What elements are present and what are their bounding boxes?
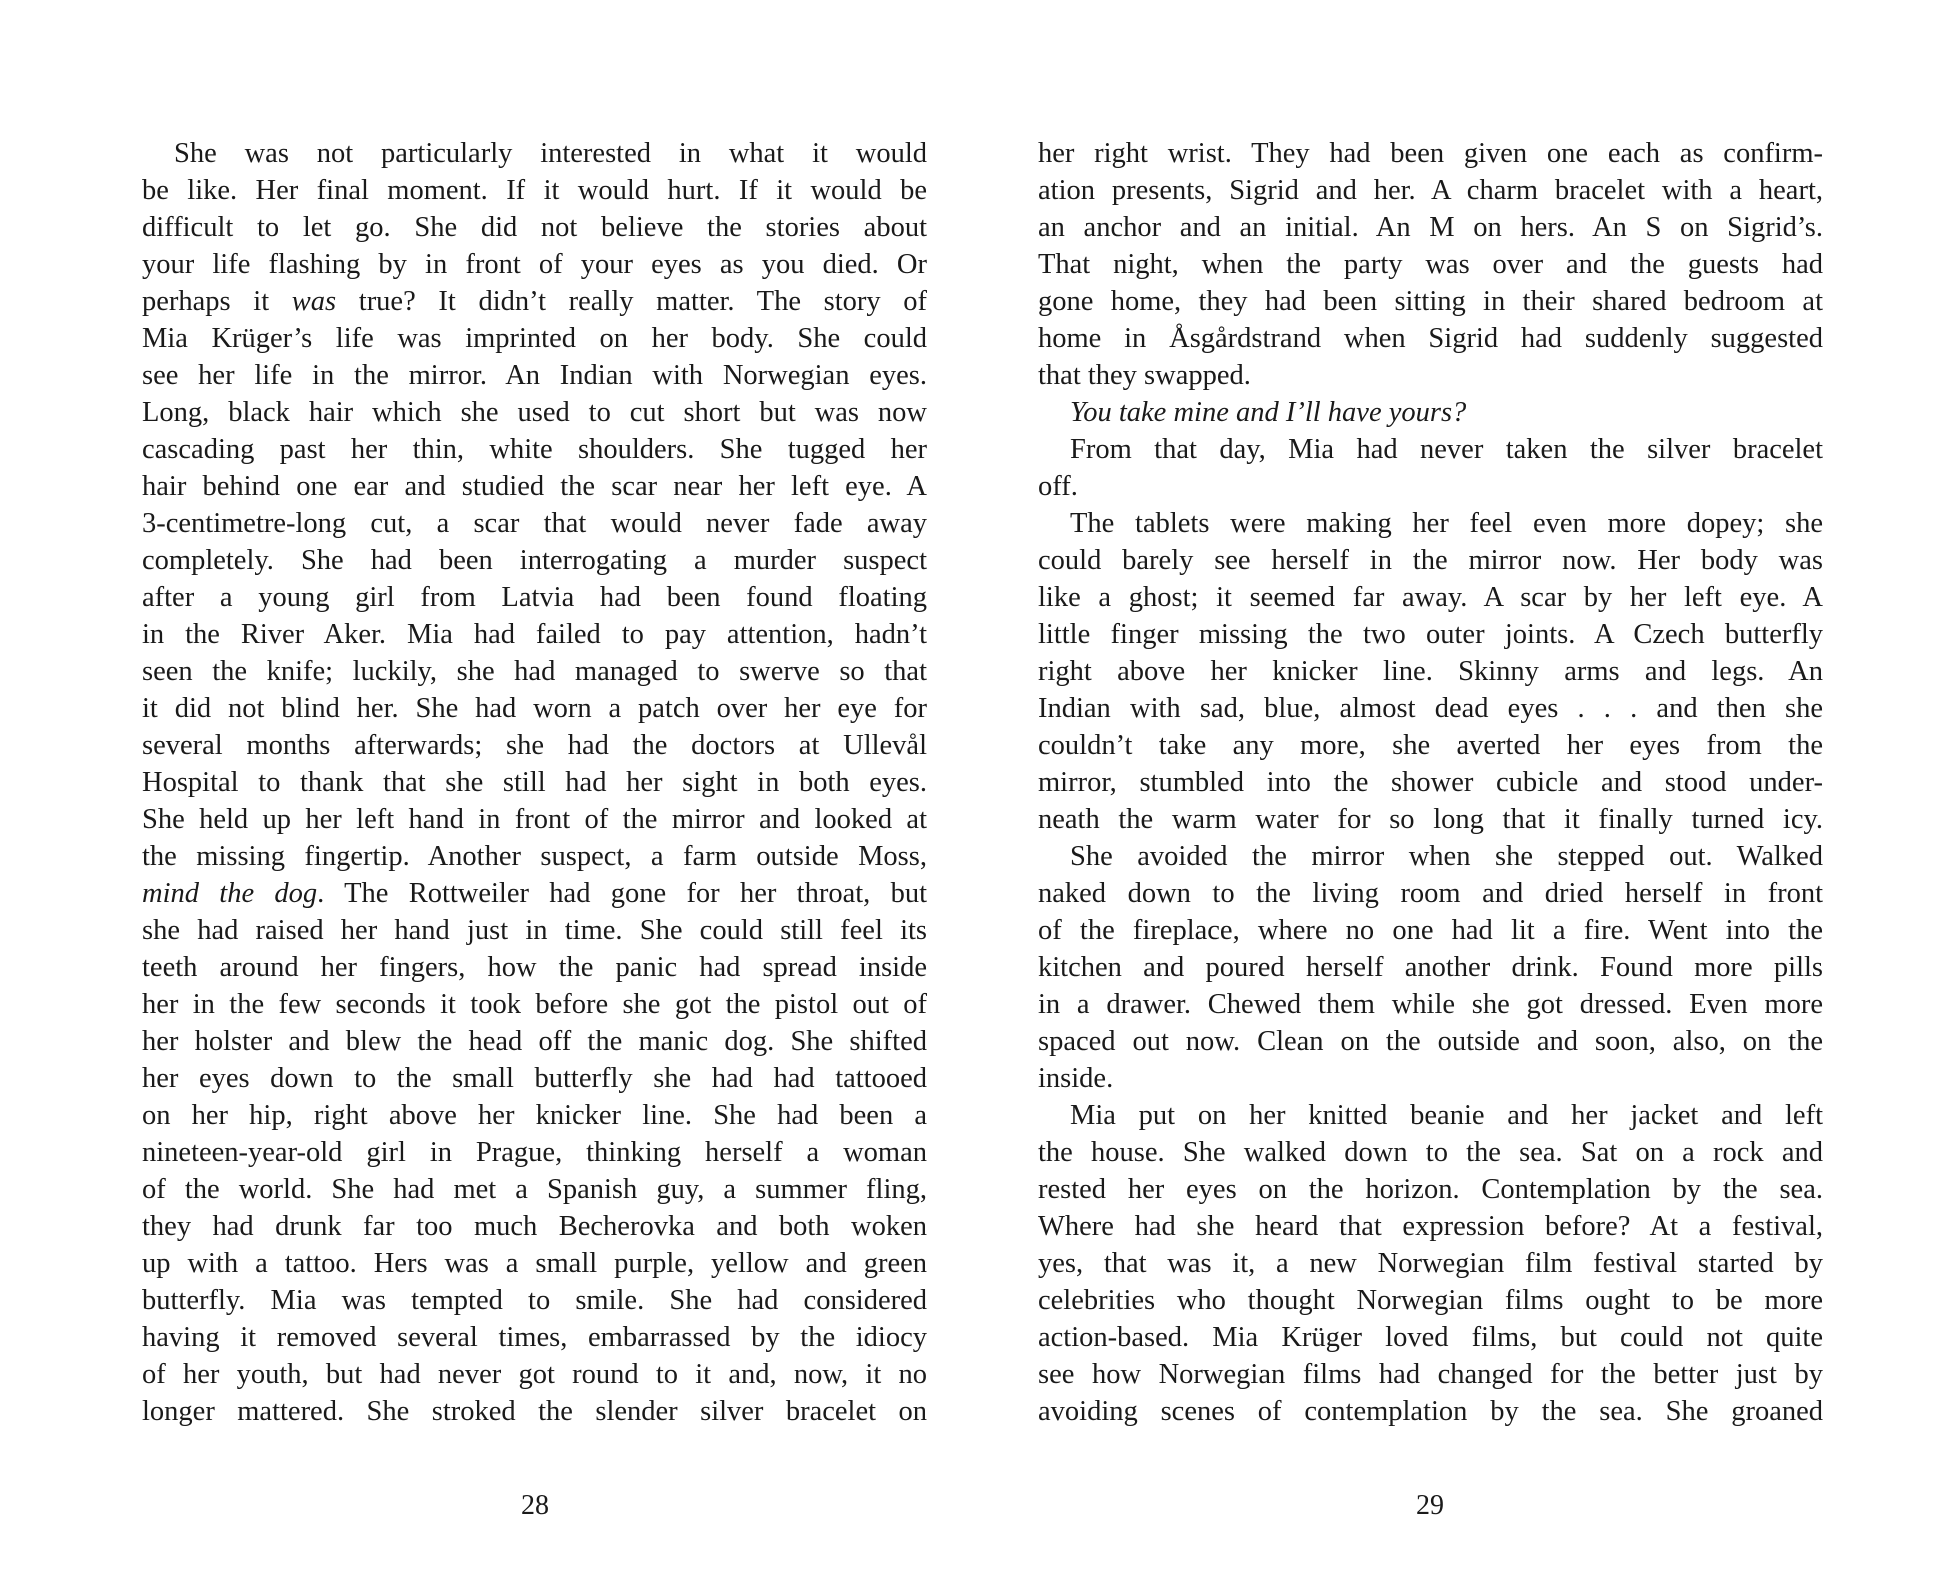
text-line xyxy=(1038,690,1823,727)
text-line xyxy=(1038,1282,1823,1319)
text-segment: completely. She had been interrogating a murder suspect xyxy=(142,545,927,576)
text-line xyxy=(142,135,927,172)
text-segment: see how Norwegian films had changed for the better just by xyxy=(1038,1359,1823,1390)
text-line xyxy=(1038,1134,1823,1171)
text-segment: . The Rottweiler had gone for her throat, but xyxy=(317,878,927,909)
text-line xyxy=(1038,1060,1823,1097)
text-line xyxy=(1038,764,1823,801)
text-line xyxy=(1038,320,1823,357)
text-line xyxy=(1038,468,1823,505)
text-line xyxy=(142,394,927,431)
text-segment: Where had she heard that expression before? At a festival, xyxy=(1038,1211,1823,1242)
text-line xyxy=(142,838,927,875)
text-line xyxy=(142,579,927,616)
text-segment: up with a tattoo. Hers was a small purple, yellow and green xyxy=(142,1248,927,1279)
text-segment: gone home, they had been sitting in their shared bedroom at xyxy=(1038,286,1823,317)
text-line xyxy=(1038,949,1823,986)
text-segment: little finger missing the two outer joints. A Czech butterfly xyxy=(1038,619,1823,650)
text-segment: Mia put on her knitted beanie and her jacket and left xyxy=(1070,1100,1823,1131)
text-line xyxy=(142,727,927,764)
text-line xyxy=(1038,875,1823,912)
text-segment: her right wrist. They had been given one each as confirm- xyxy=(1038,138,1823,169)
text-line xyxy=(1038,1097,1823,1134)
text-segment: naked down to the living room and dried herself in front xyxy=(1038,878,1823,909)
text-line xyxy=(142,320,927,357)
text-segment: see her life in the mirror. An Indian with Norwegian eyes. xyxy=(142,360,927,391)
text-line xyxy=(142,1208,927,1245)
text-line xyxy=(1038,1208,1823,1245)
text-segment: Indian with sad, blue, almost dead eyes . . . and then she xyxy=(1038,693,1823,724)
text-segment: yes, that was it, a new Norwegian film festival started by xyxy=(1038,1248,1823,1279)
text-line xyxy=(142,542,927,579)
text-line xyxy=(142,283,927,320)
text-line xyxy=(142,172,927,209)
text-segment: From that day, Mia had never taken the silver bracelet xyxy=(1070,434,1823,465)
text-line xyxy=(142,875,927,912)
text-line xyxy=(142,1023,927,1060)
text-line xyxy=(1038,357,1823,394)
text-line xyxy=(142,986,927,1023)
text-segment: the house. She walked down to the sea. Sat on a rock and xyxy=(1038,1137,1823,1168)
text-segment: couldn’t take any more, she averted her eyes from the xyxy=(1038,730,1823,761)
text-line xyxy=(1038,172,1823,209)
text-line xyxy=(142,1134,927,1171)
text-segment: of the fireplace, where no one had lit a fire. Went into the xyxy=(1038,915,1823,946)
text-segment: rested her eyes on the horizon. Contemplation by the sea. xyxy=(1038,1174,1823,1205)
text-line xyxy=(142,912,927,949)
text-line xyxy=(1038,616,1823,653)
text-segment: be like. Her final moment. If it would hurt. If it would be xyxy=(142,175,927,206)
italic-text: was xyxy=(291,286,337,317)
text-segment: teeth around her fingers, how the panic had spread inside xyxy=(142,952,927,983)
text-segment: perhaps it xyxy=(142,286,292,317)
italic-text: You take mine and I’ll have yours? xyxy=(1070,397,1467,428)
text-line xyxy=(1038,986,1823,1023)
text-line xyxy=(1038,505,1823,542)
text-segment: spaced out now. Clean on the outside and soon, also, on the xyxy=(1038,1026,1823,1057)
text-segment: they had drunk far too much Becherovka and both woken xyxy=(142,1211,927,1242)
text-segment: 3-centimetre-long cut, a scar that would never fade away xyxy=(142,508,927,539)
text-line xyxy=(142,357,927,394)
text-segment: butterfly. Mia was tempted to smile. She had considered xyxy=(142,1285,927,1316)
text-segment: having it removed several times, embarrassed by the idiocy xyxy=(142,1322,927,1353)
text-line xyxy=(1038,246,1823,283)
text-segment: Long, black hair which she used to cut short but was now xyxy=(142,397,927,428)
text-segment: home in Åsgårdstrand when Sigrid had suddenly suggested xyxy=(1038,323,1823,354)
text-segment: the missing fingertip. Another suspect, a farm outside Moss, xyxy=(142,841,927,872)
text-segment: She avoided the mirror when she stepped out. Walked xyxy=(1070,841,1823,872)
right-page xyxy=(1038,135,1823,1430)
text-line xyxy=(142,1060,927,1097)
text-segment: The tablets were making her feel even more dopey; she xyxy=(1070,508,1823,539)
text-segment: celebrities who thought Norwegian films ought to be more xyxy=(1038,1285,1823,1316)
text-segment: of the world. She had met a Spanish guy, a summer fling, xyxy=(142,1174,927,1205)
text-line xyxy=(142,690,927,727)
text-line xyxy=(1038,135,1823,172)
text-line xyxy=(142,1282,927,1319)
text-segment: of her youth, but had never got round to it and, now, it no xyxy=(142,1359,927,1390)
text-line xyxy=(1038,912,1823,949)
text-line xyxy=(1038,283,1823,320)
text-line xyxy=(142,1097,927,1134)
text-line xyxy=(1038,542,1823,579)
text-segment: Hospital to thank that she still had her sight in both eyes. xyxy=(142,767,927,798)
text-segment: true? It didn’t really matter. The story of xyxy=(336,286,927,317)
text-segment: difficult to let go. She did not believe the stories about xyxy=(142,212,927,243)
page-number-left: 28 xyxy=(521,1490,549,1521)
text-line xyxy=(1038,1023,1823,1060)
text-segment: an anchor and an initial. An M on hers. An S on Sigrid’s. xyxy=(1038,212,1823,243)
text-segment: Mia Krüger’s life was imprinted on her body. She could xyxy=(142,323,927,354)
text-segment: seen the knife; luckily, she had managed to swerve so that xyxy=(142,656,927,687)
text-line xyxy=(142,801,927,838)
text-line xyxy=(1038,394,1823,431)
text-line xyxy=(1038,1171,1823,1208)
text-segment: She was not particularly interested in what it would xyxy=(174,138,927,169)
text-line xyxy=(142,653,927,690)
text-line xyxy=(1038,431,1823,468)
text-line xyxy=(142,1319,927,1356)
text-segment: longer mattered. She stroked the slender silver bracelet on xyxy=(142,1396,927,1427)
text-segment: neath the warm water for so long that it finally turned icy. xyxy=(1038,804,1823,835)
text-line xyxy=(142,505,927,542)
text-segment: her holster and blew the head off the manic dog. She shifted xyxy=(142,1026,927,1057)
text-segment: in a drawer. Chewed them while she got dressed. Even more xyxy=(1038,989,1823,1020)
text-segment: like a ghost; it seemed far away. A scar by her left eye. A xyxy=(1038,582,1823,613)
text-line xyxy=(142,1393,927,1430)
text-segment: her eyes down to the small butterfly she had had tattooed xyxy=(142,1063,927,1094)
text-segment: kitchen and poured herself another drink. Found more pills xyxy=(1038,952,1823,983)
text-line xyxy=(1038,579,1823,616)
text-segment: That night, when the party was over and the guests had xyxy=(1038,249,1823,280)
text-line xyxy=(142,949,927,986)
text-segment: avoiding scenes of contemplation by the sea. She groaned xyxy=(1038,1396,1823,1427)
text-segment: ation presents, Sigrid and her. A charm bracelet with a heart, xyxy=(1038,175,1823,206)
text-line xyxy=(142,431,927,468)
text-line xyxy=(142,764,927,801)
text-segment: cascading past her thin, white shoulders. She tugged her xyxy=(142,434,927,465)
text-line xyxy=(142,1245,927,1282)
text-segment: nineteen-year-old girl in Prague, thinking herself a woman xyxy=(142,1137,927,1168)
text-line xyxy=(142,1356,927,1393)
text-segment: mirror, stumbled into the shower cubicle and stood under- xyxy=(1038,767,1823,798)
left-page xyxy=(142,135,927,1430)
page-number-right: 29 xyxy=(1416,1490,1444,1521)
text-segment: inside. xyxy=(1038,1063,1114,1094)
italic-text: mind the dog xyxy=(142,878,318,909)
text-line xyxy=(1038,1319,1823,1356)
text-segment: she had raised her hand just in time. She could still feel its xyxy=(142,915,927,946)
text-segment: in the River Aker. Mia had failed to pay attention, hadn’t xyxy=(142,619,927,650)
text-line xyxy=(1038,1356,1823,1393)
text-segment: hair behind one ear and studied the scar near her left eye. A xyxy=(142,471,927,502)
text-line xyxy=(142,616,927,653)
text-line xyxy=(1038,727,1823,764)
text-line xyxy=(1038,209,1823,246)
text-line xyxy=(142,209,927,246)
text-segment: several months afterwards; she had the doctors at Ullevål xyxy=(142,730,927,761)
text-line xyxy=(1038,653,1823,690)
text-line xyxy=(1038,838,1823,875)
text-segment: your life flashing by in front of your eyes as you died. Or xyxy=(142,249,927,280)
text-segment: on her hip, right above her knicker line. She had been a xyxy=(142,1100,927,1131)
text-segment: it did not blind her. She had worn a patch over her eye for xyxy=(142,693,927,724)
text-segment: action-based. Mia Krüger loved films, but could not quite xyxy=(1038,1322,1823,1353)
text-segment: her in the few seconds it took before she got the pistol out of xyxy=(142,989,927,1020)
text-segment: that they swapped. xyxy=(1038,360,1251,391)
text-segment: off. xyxy=(1038,471,1078,502)
text-line xyxy=(1038,801,1823,838)
text-line xyxy=(142,1171,927,1208)
text-line xyxy=(1038,1245,1823,1282)
text-segment: could barely see herself in the mirror now. Her body was xyxy=(1038,545,1823,576)
text-line xyxy=(142,468,927,505)
text-segment: She held up her left hand in front of the mirror and looked at xyxy=(142,804,927,835)
text-line xyxy=(1038,1393,1823,1430)
text-segment: right above her knicker line. Skinny arms and legs. An xyxy=(1038,656,1823,687)
text-segment: after a young girl from Latvia had been found floating xyxy=(142,582,927,613)
text-line xyxy=(142,246,927,283)
